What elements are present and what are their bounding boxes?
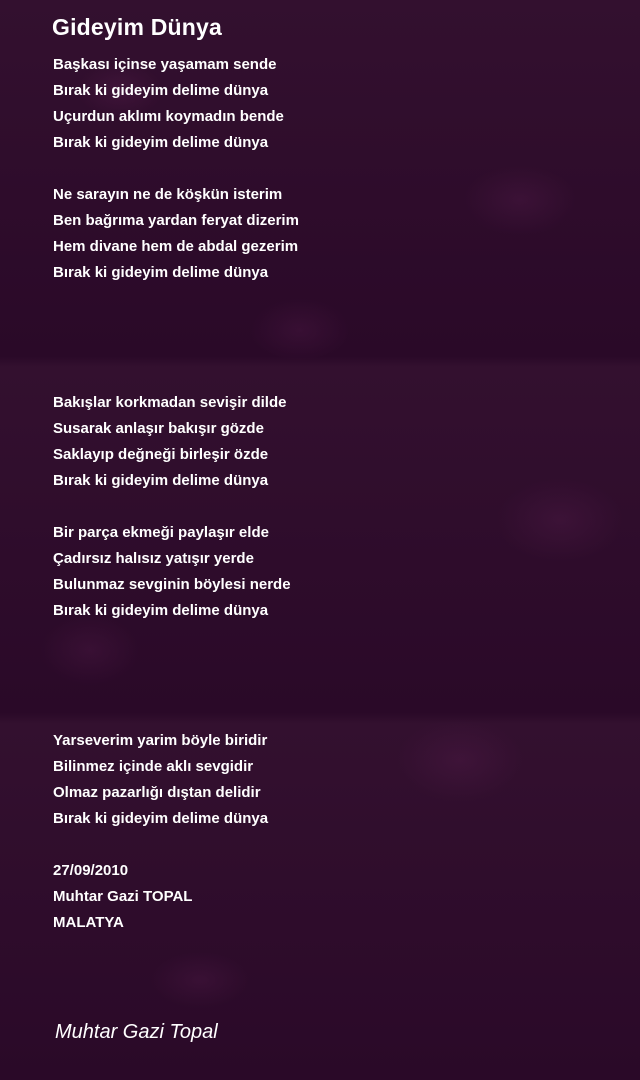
- poem-line: Yarseverim yarim böyle biridir: [53, 732, 268, 749]
- stanza: [53, 728, 613, 832]
- poem-title: Gideyim Dünya: [52, 14, 223, 40]
- section-spacer: [53, 286, 613, 390]
- stanza: [53, 390, 613, 494]
- poem-line: Bırak ki gideyim delime dünya: [53, 82, 269, 99]
- poem-line: Uçurdun aklımı koymadın bende: [53, 108, 284, 125]
- poem-body: [53, 52, 613, 936]
- poem-line: Bırak ki gideyim delime dünya: [53, 602, 269, 619]
- poem-line: Bakışlar korkmadan sevişir dilde: [53, 394, 287, 411]
- stanza: [53, 520, 613, 624]
- poem-line: Bırak ki gideyim delime dünya: [53, 264, 269, 281]
- stanza-spacer: [53, 156, 613, 182]
- stanza-spacer: [53, 832, 613, 858]
- signature-city: MALATYA: [53, 914, 124, 931]
- poem-line: Hem divane hem de abdal gezerim: [53, 238, 299, 255]
- poem-line: Ne sarayın ne de köşkün isterim: [53, 186, 283, 203]
- poem-line: Bırak ki gideyim delime dünya: [53, 810, 269, 827]
- poem-line: Saklayıp değneği birleşir özde: [53, 446, 269, 463]
- poem-line: Bilinmez içinde aklı sevgidir: [53, 758, 254, 775]
- poem-line: Ben bağrıma yardan feryat dizerim: [53, 212, 299, 229]
- stanza: [53, 182, 613, 286]
- poem-line: Olmaz pazarlığı dıştan delidir: [53, 784, 261, 801]
- poem-line: Çadırsız halısız yatışır yerde: [53, 550, 254, 567]
- stanza-spacer: [53, 494, 613, 520]
- stanza: [53, 52, 613, 156]
- signature-name: Muhtar Gazi TOPAL: [53, 888, 193, 905]
- poem-line: Başkası içinse yaşamam sende: [53, 56, 277, 73]
- poem-line: Bırak ki gideyim delime dünya: [53, 134, 269, 151]
- signature-block: [53, 858, 613, 936]
- poem-line: Susarak anlaşır bakışır gözde: [53, 420, 264, 437]
- poem-line: Bir parça ekmeği paylaşır elde: [53, 524, 269, 541]
- section-spacer: [53, 624, 613, 728]
- author-name: Muhtar Gazi Topal: [55, 1021, 218, 1043]
- signature-date: 27/09/2010: [53, 862, 129, 879]
- poem-line: Bırak ki gideyim delime dünya: [53, 472, 269, 489]
- poem-line: Bulunmaz sevginin böylesi nerde: [53, 576, 291, 593]
